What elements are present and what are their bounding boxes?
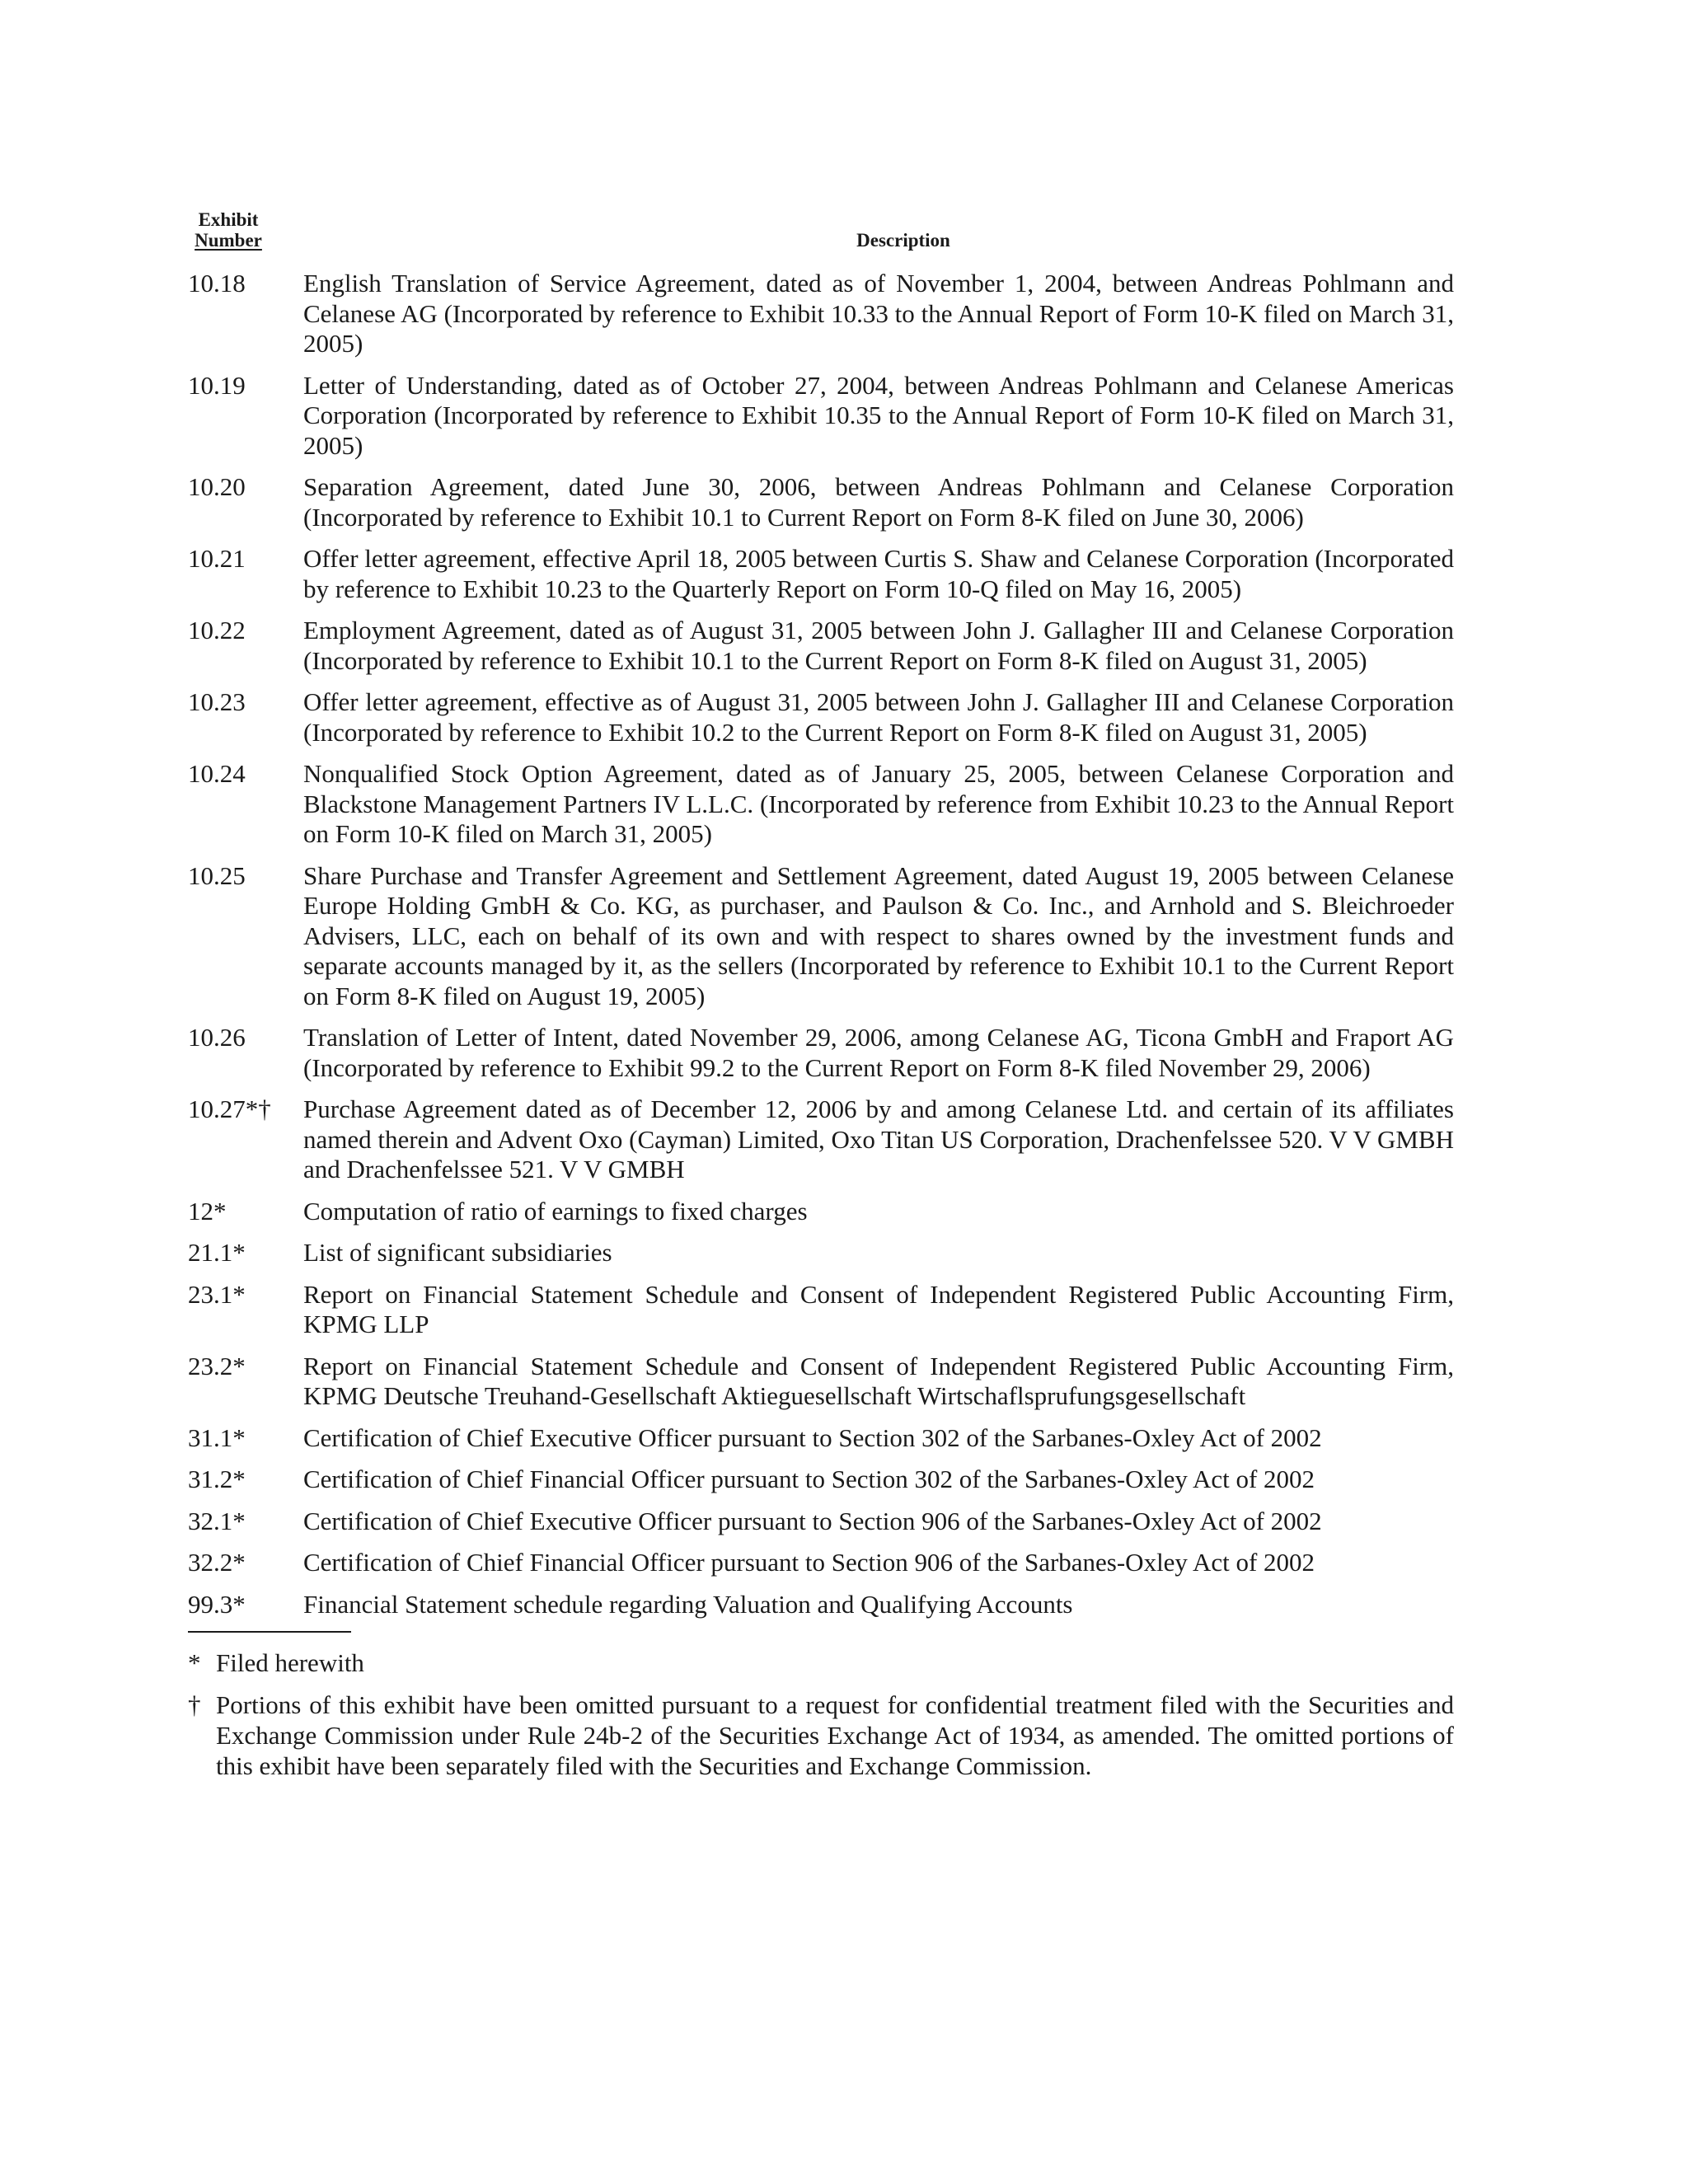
exhibit-row	[188, 1023, 1454, 1083]
exhibit-description: Employment Agreement, dated as of August 31, 2005 between John J. Gallagher III and Celanese Corporation (Incorporated by reference to Exhibit 10.1 to the Current Report on Form 8-K filed on August 31, 2005)	[303, 616, 1454, 675]
exhibit-description: Separation Agreement, dated June 30, 2006, between Andreas Pohlmann and Celanese Corporation (Incorporated by reference to Exhibit 10.1 to Current Report on Form 8-K filed on June 30, 2006)	[303, 472, 1454, 532]
exhibit-row	[188, 1465, 1454, 1495]
exhibit-row	[188, 1548, 1454, 1578]
exhibit-number: 12*	[188, 1196, 227, 1226]
exhibit-number: 32.2*	[188, 1548, 246, 1577]
exhibit-description: Certification of Chief Executive Officer pursuant to Section 906 of the Sarbanes-Oxley Act of 2002	[303, 1506, 1322, 1535]
exhibit-number: 10.22	[188, 616, 246, 644]
footnote-divider	[188, 1631, 351, 1633]
exhibit-number: 23.2*	[188, 1351, 246, 1380]
exhibit-row	[188, 544, 1454, 604]
footnote-mark: *	[188, 1648, 201, 1677]
footnote-text: Filed herewith	[216, 1648, 364, 1677]
exhibit-description: Translation of Letter of Intent, dated November 29, 2006, among Celanese AG, Ticona GmbH and Fraport AG (Incorporated by reference to Exhibit 99.2 to the Current Report on Form 8-K filed November 29, 2006)	[303, 1023, 1454, 1082]
exhibit-number: 10.25	[188, 860, 246, 890]
exhibit-row	[188, 1590, 1454, 1620]
exhibit-description: Nonqualified Stock Option Agreement, dated as of January 25, 2005, between Celanese Corporation and Blackstone Management Partners IV L.L.C. (Incorporated by reference from Exhibit 10.23 to the Annual Report on Form 10-K filed on March 31, 2005)	[303, 759, 1454, 848]
exhibit-list	[188, 269, 1454, 1619]
exhibit-number: 10.19	[188, 370, 246, 400]
exhibit-number: 10.21	[188, 544, 246, 573]
exhibit-index	[188, 209, 1454, 1793]
exhibit-row	[188, 1238, 1454, 1268]
exhibit-row	[188, 861, 1454, 1012]
footnote	[188, 1647, 1454, 1678]
exhibit-number: 32.1*	[188, 1506, 246, 1535]
exhibit-description: Report on Financial Statement Schedule and Consent of Independent Registered Public Accounting Firm, KPMG LLP	[303, 1279, 1454, 1338]
exhibit-number: 10.24	[188, 759, 246, 788]
exhibit-row	[188, 1094, 1454, 1185]
exhibit-number: 10.27*†	[188, 1094, 271, 1123]
exhibit-number: 10.23	[188, 687, 246, 716]
exhibit-row	[188, 472, 1454, 532]
exhibit-number: 23.1*	[188, 1279, 246, 1309]
table-header	[188, 209, 1454, 257]
exhibit-description: Certification of Chief Financial Officer pursuant to Section 302 of the Sarbanes-Oxley Act of 2002	[303, 1465, 1315, 1493]
exhibit-description: Report on Financial Statement Schedule and Consent of Independent Registered Public Accounting Firm, KPMG Deutsche Treuhand-Gesellschaft Aktieguesellschaft Wirtschaflsprufungsgesellschaft	[303, 1351, 1454, 1410]
exhibit-description: List of significant subsidiaries	[303, 1238, 612, 1267]
exhibit-description: Letter of Understanding, dated as of October 27, 2004, between Andreas Pohlmann and Celanese Americas Corporation (Incorporated by reference to Exhibit 10.35 to the Annual Report of Form 10-K filed on March 31, 2005)	[303, 370, 1454, 460]
exhibit-row	[188, 687, 1454, 748]
exhibit-description: Purchase Agreement dated as of December 12, 2006 by and among Celanese Ltd. and certain of its affiliates named therein and Advent Oxo (Cayman) Limited, Oxo Titan US Corporation, Drachenfelssee 520. V V GMBH and Drachenfelssee 521. V V GMBH	[303, 1094, 1454, 1183]
exhibit-number: 10.18	[188, 269, 246, 298]
description-heading	[188, 230, 1454, 251]
exhibit-row	[188, 1280, 1454, 1340]
exhibit-row	[188, 371, 1454, 462]
exhibit-description: Offer letter agreement, effective as of August 31, 2005 between John J. Gallagher III and Celanese Corporation (Incorporated by reference to Exhibit 10.2 to the Current Report on Form 8-K filed on August 31, 2005)	[303, 687, 1454, 747]
exhibit-number-heading-line2: Number	[195, 230, 262, 251]
exhibit-number: 31.1*	[188, 1422, 246, 1452]
footnote	[188, 1690, 1454, 1781]
exhibit-number: 10.20	[188, 472, 246, 501]
exhibit-number-heading-line1: Exhibit	[198, 209, 259, 230]
exhibit-description: Computation of ratio of earnings to fixed charges	[303, 1196, 808, 1226]
exhibit-row	[188, 1507, 1454, 1537]
footnote-text: Portions of this exhibit have been omitted pursuant to a request for confidential treatment filed with the Securities and Exchange Commission under Rule 24b-2 of the Securities Exchange Act of 1934, as amended. The omitted portions of this exhibit have been separately filed with the Securities and Exchange Commission.	[216, 1690, 1454, 1780]
exhibit-description: Financial Statement schedule regarding Valuation and Qualifying Accounts	[303, 1589, 1073, 1619]
footnotes	[188, 1647, 1454, 1781]
exhibit-row	[188, 1352, 1454, 1412]
exhibit-description: Offer letter agreement, effective April 18, 2005 between Curtis S. Shaw and Celanese Corporation (Incorporated by reference to Exhibit 10.23 to the Quarterly Report on Form 10-Q filed on May 16, 2005)	[303, 544, 1454, 603]
exhibit-description: English Translation of Service Agreement, dated as of November 1, 2004, between Andreas Pohlmann and Celanese AG (Incorporated by reference to Exhibit 10.33 to the Annual Report of Form 10-K filed on March 31, 2005)	[303, 269, 1454, 358]
exhibit-row	[188, 1423, 1454, 1454]
exhibit-number: 10.26	[188, 1023, 246, 1052]
exhibit-description: Certification of Chief Financial Officer pursuant to Section 906 of the Sarbanes-Oxley Act of 2002	[303, 1548, 1315, 1577]
exhibit-number: 21.1*	[188, 1238, 246, 1267]
exhibit-number: 99.3*	[188, 1589, 246, 1619]
footnote-mark: †	[188, 1690, 201, 1719]
description-heading-label: Description	[856, 230, 950, 251]
exhibit-description: Share Purchase and Transfer Agreement and Settlement Agreement, dated August 19, 2005 between Celanese Europe Holding GmbH & Co. KG, as purchaser, and Paulson & Co. Inc., and Arnhold and S. Bleichroeder Advisers, LLC, each on behalf of its own and with respect to shares owned by the investment funds and separate accounts managed by it, as the sellers (Incorporated by reference to Exhibit 10.1 to the Current Report on Form 8-K filed on August 19, 2005)	[303, 860, 1454, 1010]
exhibit-description: Certification of Chief Executive Officer pursuant to Section 302 of the Sarbanes-Oxley Act of 2002	[303, 1422, 1322, 1452]
exhibit-row	[188, 759, 1454, 850]
exhibit-row	[188, 269, 1454, 359]
exhibit-row	[188, 1197, 1454, 1227]
exhibit-number: 31.2*	[188, 1465, 246, 1493]
exhibit-row	[188, 616, 1454, 676]
